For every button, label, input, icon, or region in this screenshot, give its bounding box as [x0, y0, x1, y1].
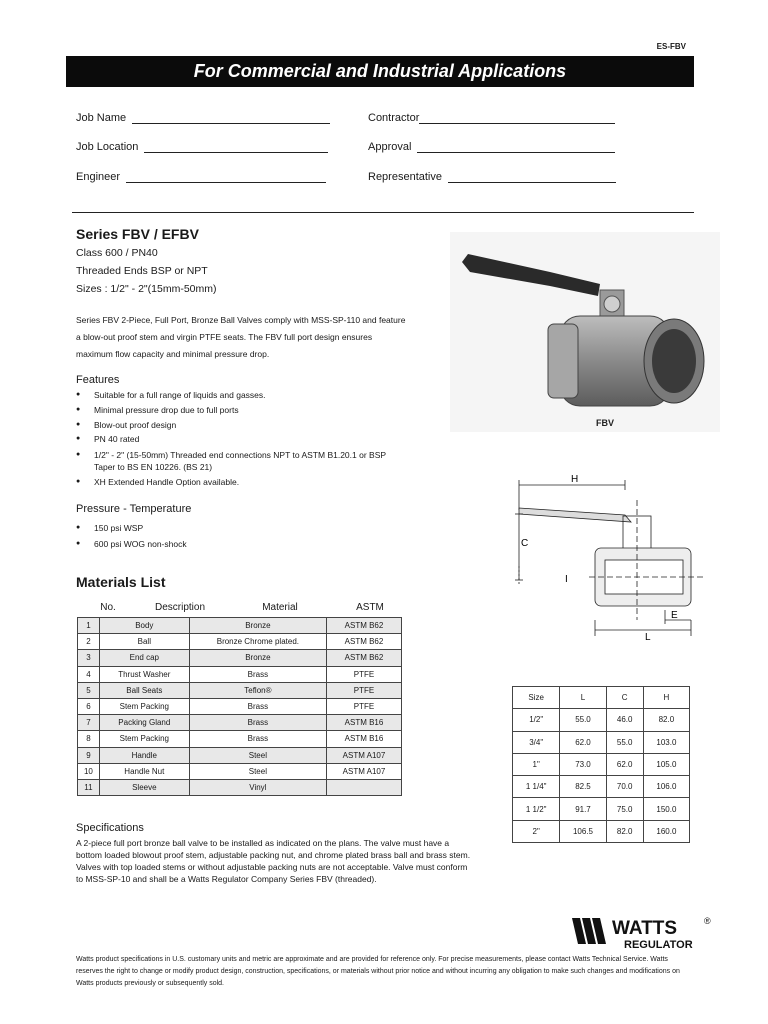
materials-cell: Bronze: [189, 650, 326, 666]
materials-cell: Vinyl: [189, 779, 326, 795]
features-list: [76, 388, 416, 490]
materials-table: [77, 617, 402, 796]
dimensions-header-cell: L: [560, 687, 606, 709]
materials-cell: Stem Packing: [99, 731, 189, 747]
job-name-field[interactable]: [76, 112, 330, 124]
materials-row: [78, 763, 402, 779]
contractor-label: Contractor: [368, 112, 420, 124]
dimensions-cell: 150.0: [643, 798, 689, 820]
page-title: For Commercial and Industrial Applications: [193, 61, 567, 81]
contractor-field[interactable]: [368, 112, 615, 124]
materials-cell: Brass: [189, 731, 326, 747]
materials-row: [78, 618, 402, 634]
materials-row: [78, 634, 402, 650]
materials-row: [78, 682, 402, 698]
materials-cell: 3: [78, 650, 100, 666]
materials-cell: ASTM B16: [326, 731, 401, 747]
materials-header-astm: ASTM: [356, 602, 384, 613]
pressure-item: ● 600 psi WOG non-shock: [76, 536, 376, 552]
dimensions-header-cell: Size: [513, 687, 560, 709]
feature-item: ● Blow-out proof design: [76, 418, 416, 433]
logo-text-watts: WATTS: [612, 918, 678, 939]
dim-label-i: I: [565, 574, 568, 585]
dim-label-c: C: [521, 538, 529, 549]
dimensions-cell: 91.7: [560, 798, 606, 820]
materials-cell: Ball Seats: [99, 682, 189, 698]
engineer-label: Engineer: [76, 171, 121, 183]
approval-line[interactable]: [417, 142, 615, 153]
materials-row: [78, 666, 402, 682]
valve-dimension-diagram: [505, 470, 710, 645]
materials-cell: 9: [78, 747, 100, 763]
footer-disclaimer: Watts product specifications in U.S. customary units and metric are approximate and are provided for reference only. For precise measurements, please contact Watts Technical Service. Watts reserves the right to change or modify product design, construction, specifications, or materials without prior notice and without incurring any obligation to make such changes and modifications on Watts products previously or subsequently sold.: [76, 956, 680, 987]
series-ends: Threaded Ends BSP or NPT: [76, 265, 208, 277]
materials-cell: Handle: [99, 747, 189, 763]
valve-photo: [450, 232, 720, 432]
dimensions-row: [513, 798, 690, 820]
materials-cell: ASTM B16: [326, 715, 401, 731]
dimensions-cell: 55.0: [606, 731, 643, 753]
materials-cell: Steel: [189, 763, 326, 779]
dimensions-cell: 1/2": [513, 709, 560, 731]
dimensions-cell: 106.5: [560, 820, 606, 842]
materials-cell: [326, 779, 401, 795]
series-sizes: Sizes : 1/2" - 2"(15mm-50mm): [76, 283, 217, 295]
features-heading: Features: [76, 374, 120, 386]
engineer-line[interactable]: [126, 172, 326, 183]
dimensions-cell: 3/4": [513, 731, 560, 753]
dim-label-h: H: [571, 474, 579, 485]
document-code: ES-FBV: [656, 42, 686, 51]
materials-cell: Thrust Washer: [99, 666, 189, 682]
materials-cell: Stem Packing: [99, 698, 189, 714]
dimensions-row: [513, 753, 690, 775]
section-divider: [72, 212, 694, 213]
approval-label: Approval: [368, 141, 412, 153]
dimensions-cell: 105.0: [643, 753, 689, 775]
materials-cell: Handle Nut: [99, 763, 189, 779]
materials-row: [78, 731, 402, 747]
dimensions-table: [512, 686, 690, 843]
approval-field[interactable]: [368, 141, 615, 153]
page-title-bar: [66, 56, 694, 87]
job-name-label: Job Name: [76, 112, 127, 124]
materials-cell: 10: [78, 763, 100, 779]
pressure-list: [76, 520, 376, 552]
dimensions-cell: 75.0: [606, 798, 643, 820]
dimensions-row: [513, 731, 690, 753]
materials-header-no: No.: [100, 602, 116, 613]
engineer-field[interactable]: [76, 171, 326, 183]
materials-cell: 8: [78, 731, 100, 747]
dimensions-cell: 1": [513, 753, 560, 775]
dimensions-cell: 1 1/2": [513, 798, 560, 820]
job-location-field[interactable]: [76, 141, 328, 153]
dimensions-cell: 160.0: [643, 820, 689, 842]
materials-cell: Steel: [189, 747, 326, 763]
materials-cell: PTFE: [326, 698, 401, 714]
materials-cell: ASTM B62: [326, 650, 401, 666]
materials-cell: 4: [78, 666, 100, 682]
series-class: Class 600 / PN40: [76, 247, 158, 259]
representative-field[interactable]: [368, 171, 616, 183]
materials-cell: Brass: [189, 698, 326, 714]
materials-cell: 7: [78, 715, 100, 731]
series-title: Series FBV / EFBV: [76, 226, 199, 242]
materials-cell: PTFE: [326, 682, 401, 698]
photo-label: FBV: [596, 418, 614, 428]
feature-item: ● Minimal pressure drop due to full ports: [76, 403, 416, 418]
feature-item: ● PN 40 rated: [76, 432, 416, 447]
materials-cell: ASTM B62: [326, 618, 401, 634]
materials-cell: 5: [78, 682, 100, 698]
materials-cell: PTFE: [326, 666, 401, 682]
dimensions-row: [513, 709, 690, 731]
feature-item: ● 1/2" - 2" (15-50mm) Threaded end connections NPT to ASTM B1.20.1 or BSP Taper to BS EN 10226. (BS 21): [76, 449, 416, 473]
materials-cell: Brass: [189, 666, 326, 682]
materials-header-description: Description: [154, 602, 206, 613]
materials-cell: Ball: [99, 634, 189, 650]
materials-cell: 6: [78, 698, 100, 714]
materials-cell: ASTM A107: [326, 747, 401, 763]
series-intro: Series FBV 2-Piece, Full Port, Bronze Ball Valves comply with MSS-SP-110 and feature a blow-out proof stem and virgin PTFE seats. The FBV full port design ensures maximum flow capacity and minimal pressure drop.: [76, 315, 406, 359]
dimensions-header-row: [513, 687, 690, 709]
dimensions-cell: 70.0: [606, 776, 643, 798]
representative-label: Representative: [368, 171, 442, 183]
materials-row: [78, 698, 402, 714]
feature-item: ● Suitable for a full range of liquids and gasses.: [76, 388, 416, 403]
dimensions-cell: 106.0: [643, 776, 689, 798]
dimensions-cell: 55.0: [560, 709, 606, 731]
materials-cell: 11: [78, 779, 100, 795]
dimensions-cell: 46.0: [606, 709, 643, 731]
dimensions-cell: 62.0: [606, 753, 643, 775]
dim-label-e: E: [671, 610, 678, 621]
materials-cell: ASTM B62: [326, 634, 401, 650]
materials-row: [78, 650, 402, 666]
job-location-label: Job Location: [76, 141, 139, 153]
materials-cell: 2: [78, 634, 100, 650]
pressure-heading: Pressure - Temperature: [76, 503, 192, 515]
logo-registered-mark: ®: [704, 916, 711, 926]
materials-cell: 1: [78, 618, 100, 634]
materials-cell: Sleeve: [99, 779, 189, 795]
dimensions-cell: 82.0: [643, 709, 689, 731]
dimensions-row: [513, 820, 690, 842]
dimensions-header-cell: H: [643, 687, 689, 709]
dimensions-cell: 62.0: [560, 731, 606, 753]
logo-text-regulator: REGULATOR: [624, 939, 693, 951]
job-location-line[interactable]: [144, 142, 328, 153]
materials-cell: Bronze Chrome plated.: [189, 634, 326, 650]
dimensions-cell: 82.0: [606, 820, 643, 842]
dimensions-header-cell: C: [606, 687, 643, 709]
materials-row: [78, 779, 402, 795]
dimensions-cell: 2": [513, 820, 560, 842]
dimensions-row: [513, 776, 690, 798]
job-name-line[interactable]: [132, 113, 330, 124]
feature-item: ● XH Extended Handle Option available.: [76, 475, 416, 490]
dimensions-cell: 82.5: [560, 776, 606, 798]
pressure-item: ● 150 psi WSP: [76, 520, 376, 536]
materials-cell: Bronze: [189, 618, 326, 634]
materials-row: [78, 715, 402, 731]
materials-cell: End cap: [99, 650, 189, 666]
materials-cell: Packing Gland: [99, 715, 189, 731]
dimensions-cell: 73.0: [560, 753, 606, 775]
materials-header-material: Material: [262, 602, 298, 613]
representative-line[interactable]: [448, 172, 616, 183]
materials-cell: Teflon®: [189, 682, 326, 698]
materials-cell: Body: [99, 618, 189, 634]
materials-cell: ASTM A107: [326, 763, 401, 779]
contractor-line[interactable]: [419, 113, 615, 124]
watts-logo: [570, 912, 715, 952]
dim-label-l: L: [645, 632, 651, 643]
materials-title: Materials List: [76, 574, 166, 590]
dimensions-cell: 103.0: [643, 731, 689, 753]
dimensions-cell: 1 1/4": [513, 776, 560, 798]
materials-cell: Brass: [189, 715, 326, 731]
specifications-heading: Specifications: [76, 822, 144, 834]
materials-row: [78, 747, 402, 763]
specifications-body: A 2-piece full port bronze ball valve to be installed as indicated on the plans. The valve must have a bottom loaded blowout proof stem, adjustable packing nut, and chrome plated brass ball and brass stem. Valves with top loaded stems or without adjustable packing nuts are not acceptable. Valve must conform to MSS-SP-10 and shall be a Watts Regulator Company Series FBV (threaded).: [76, 838, 471, 884]
